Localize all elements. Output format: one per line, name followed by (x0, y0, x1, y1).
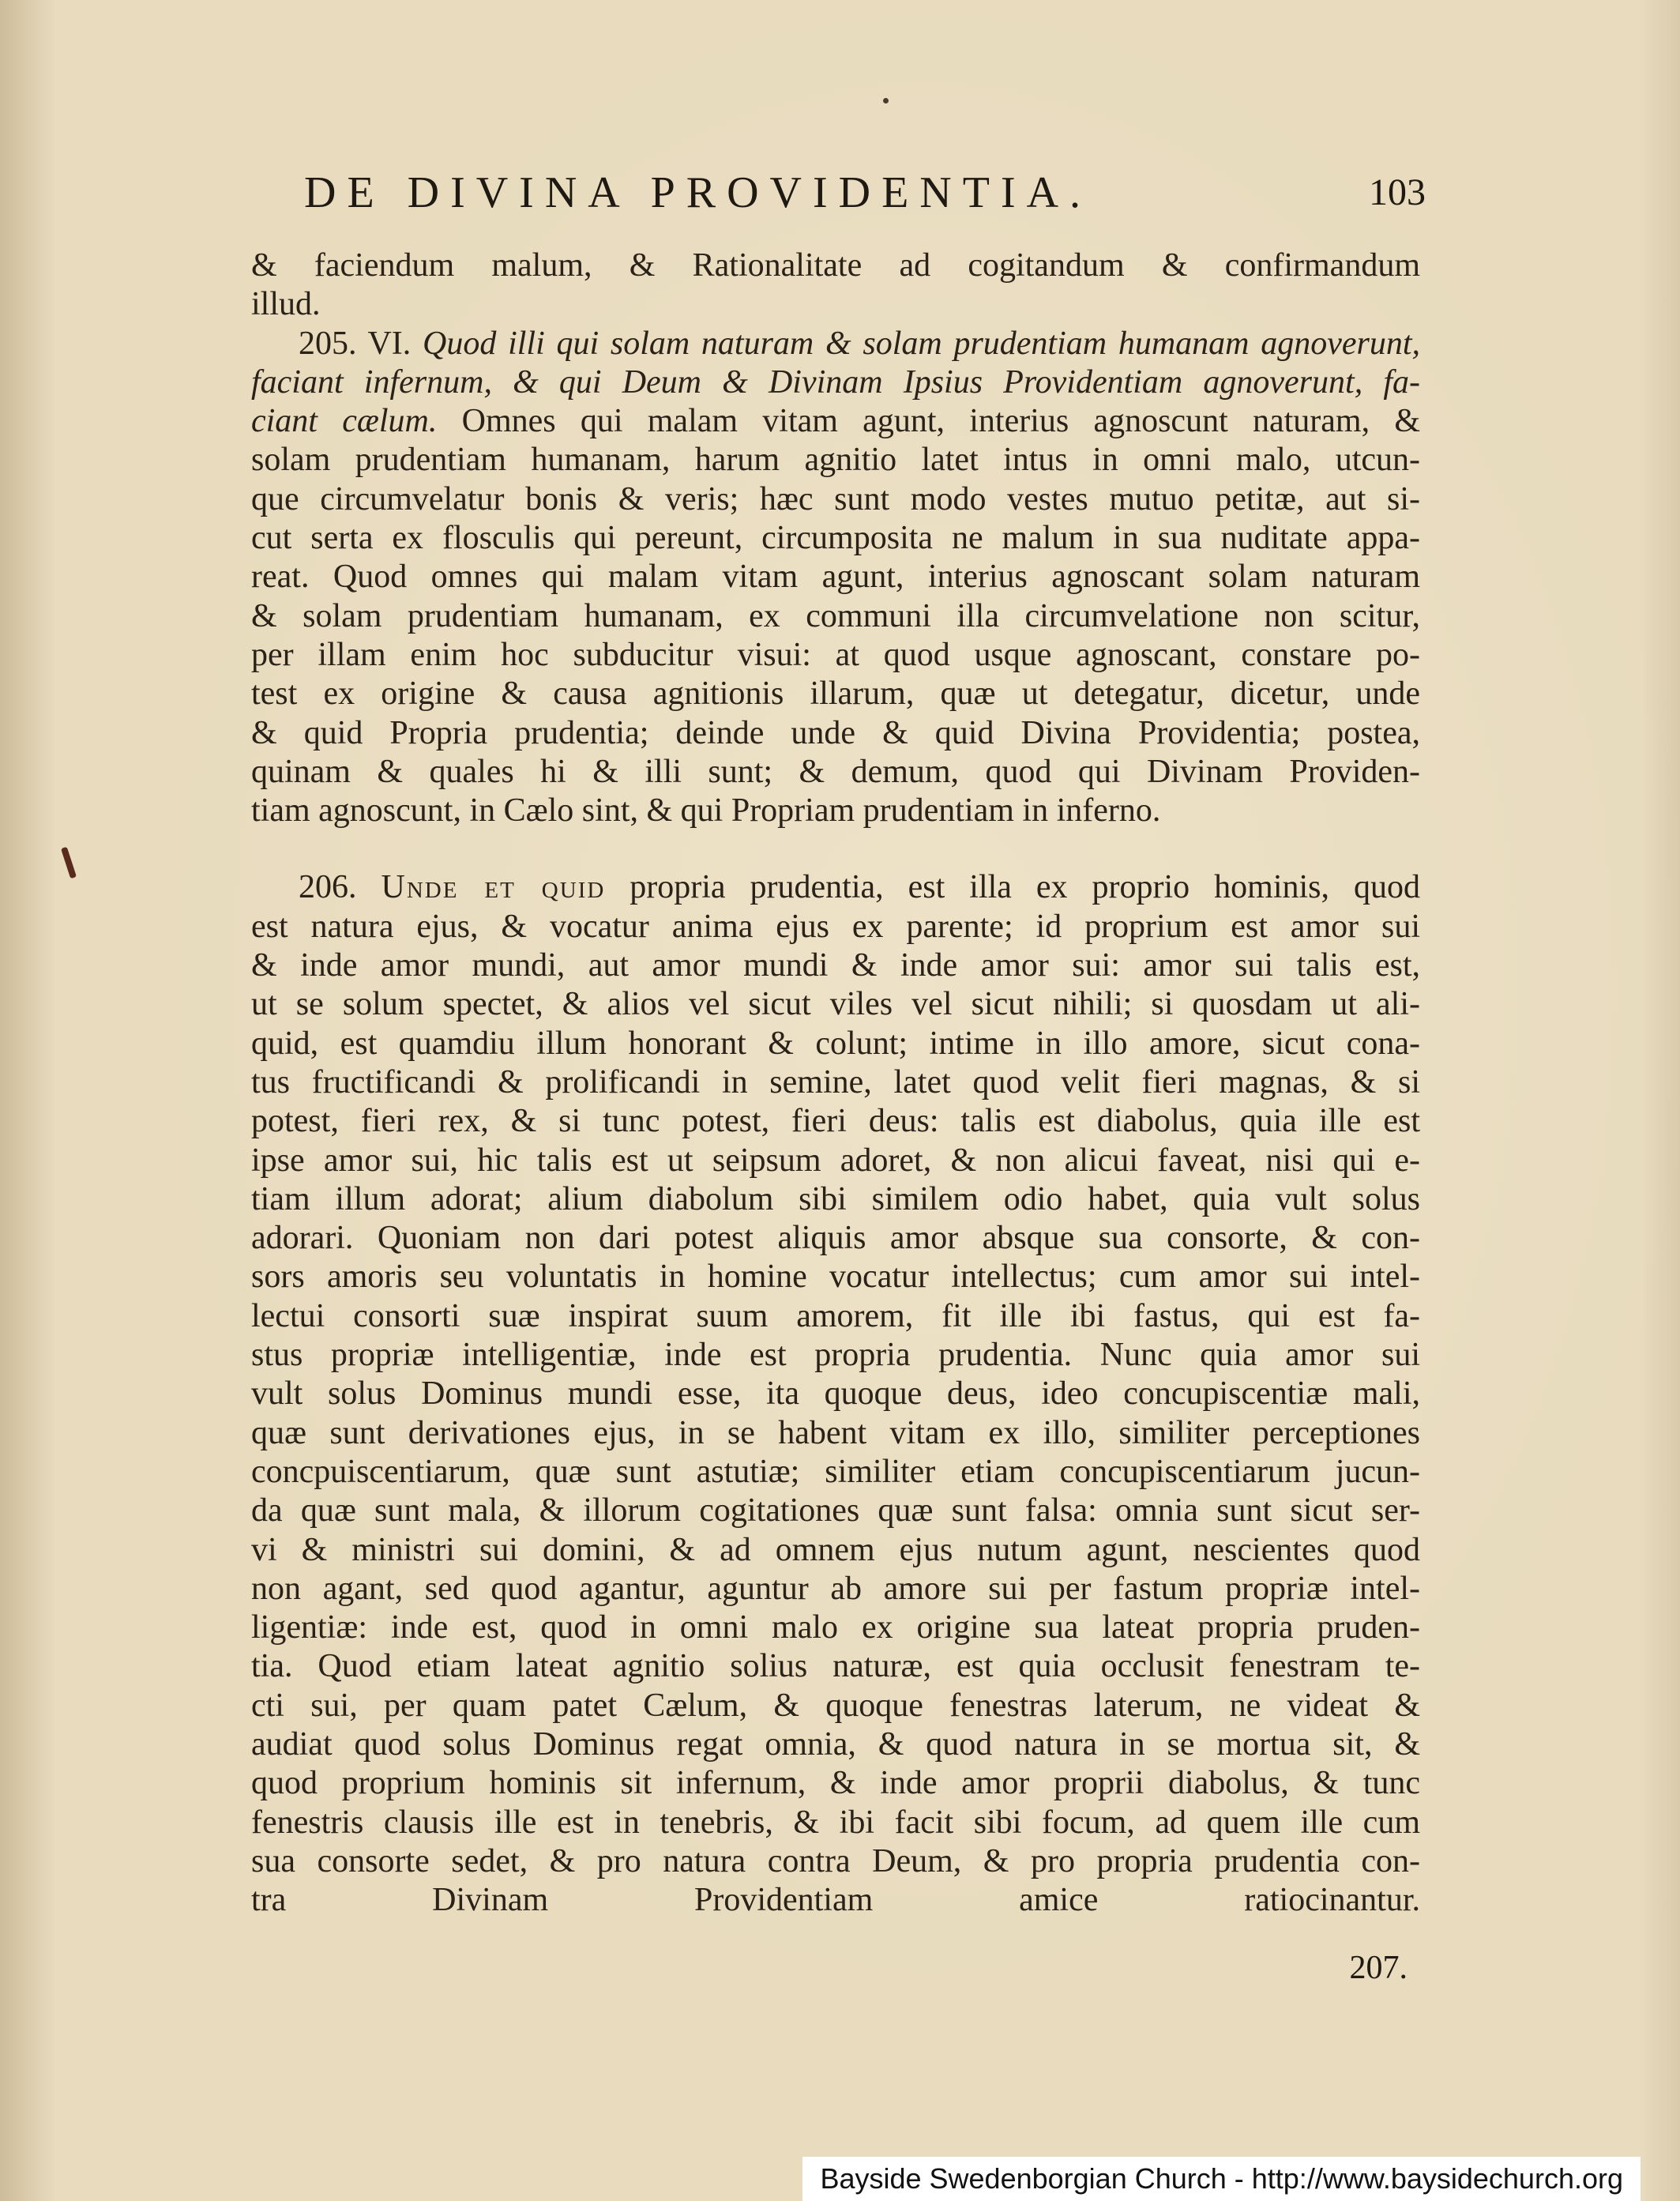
text-line: lectui consorti suæ inspirat suum amorem, fit ille ibi fastus, qui est fa- (251, 1297, 1420, 1334)
running-title: DE DIVINA PROVIDENTIA. (304, 168, 1092, 217)
section-lead: Unde et quid (381, 869, 606, 906)
text-line: sua consorte sedet, & pro natura contra Deum, & pro propria prudentia con- (251, 1842, 1420, 1879)
text-line (251, 1920, 1420, 1958)
text-line: test ex origine & causa agnitionis illarum, quæ ut detegatur, dicetur, unde (251, 675, 1420, 713)
margin-mark (61, 847, 77, 879)
text-line: ut se solum spectet, & alios vel sicut viles vel sicut nihili; si quosdam ut ali- (251, 986, 1420, 1023)
text-line (251, 402, 1420, 441)
text-line: tia. Quod etiam lateat agnitio solius naturæ, est quia occlusit fenestram te- (251, 1648, 1420, 1685)
text-line: est natura ejus, & vocatur anima ejus ex parente; id proprium est amor sui (251, 908, 1420, 945)
section-heading-end: ciant cælum. (251, 403, 438, 440)
ink-speck (883, 98, 889, 103)
text-line: & inde amor mundi, aut amor mundi & inde amor sui: amor sui talis est, (251, 947, 1420, 984)
text-line: tra Divinam Providentiam amice ratiocinantur. (251, 1882, 1420, 1919)
text-line: & solam prudentiam humanam, ex communi illa circumvelatione non scitur, (251, 597, 1420, 634)
text-line: audiat quod solus Dominus regat omnia, & quod natura in se mortua sit, & (251, 1725, 1420, 1763)
text-line: vult solus Dominus mundi esse, ita quoque deus, ideo concupiscentiæ mali, (251, 1375, 1420, 1413)
text-line: sors amoris seu voluntatis in homine vocatur intellectus; cum amor sui intel- (251, 1259, 1420, 1296)
text-line: vi & ministri sui domini, & ad omnem ejus nutum agunt, nescientes quod (251, 1531, 1420, 1568)
text-line: quæ sunt derivationes ejus, in se habent vitam ex illo, similiter perceptiones (251, 1414, 1420, 1451)
paragraph-gap (251, 830, 1420, 868)
text-line: quinam & quales hi & illi sunt; & demum, quod qui Divinam Providen- (251, 753, 1420, 790)
text-line: tus fructificandi & prolificandi in semine, latet quod velit fieri magnas, & si (251, 1063, 1420, 1100)
text-line: quid, est quamdiu illum honorant & colunt; intime in illo amore, sicut cona- (251, 1025, 1420, 1062)
text-line: tiam agnoscunt, in Cælo sint, & qui Propriam prudentiam in inferno. (251, 792, 1161, 830)
text-line: illud. (251, 286, 321, 323)
text-line: ligentiæ: inde est, quod in omni malo ex origine sua lateat propria pruden- (251, 1609, 1420, 1646)
sentence: propria prudentia, est illa ex proprio hominis, quod (630, 869, 1420, 906)
text-line (251, 868, 1420, 907)
text-line: concpuiscentiarum, quæ sunt astutiæ; similiter etiam concupiscentiarum jucun- (251, 1453, 1420, 1490)
text-line: stus propriæ intelligentiæ, inde est propria prudentia. Nunc quia amor sui (251, 1337, 1420, 1374)
text-line (251, 325, 1420, 363)
text-line: quod proprium hominis sit infernum, & inde amor proprii diabolus, & tunc (251, 1765, 1420, 1802)
watermark-caption: Bayside Swedenborgian Church - http://www.baysidechurch.org (802, 2157, 1641, 2201)
text-line: faciant infernum, & qui Deum & Divinam Ipsius Providentiam agnoverunt, fa- (251, 363, 1420, 401)
section-number: 205. VI. (299, 325, 412, 362)
text-line: non agant, sed quod agantur, aguntur ab amore sui per fastum propriæ intel- (251, 1570, 1420, 1607)
body-text (251, 246, 1420, 1998)
text-line: reat. Quod omnes qui malam vitam agunt, interius agnoscant solam naturam (251, 559, 1420, 596)
text-line: que circumvelatur bonis & veris; hæc sunt modo vestes mutuo petitæ, aut si- (251, 480, 1420, 517)
running-head (304, 167, 1426, 223)
section-number: 206. (299, 869, 357, 906)
text-line: da quæ sunt mala, & illorum cogitationes quæ sunt falsa: omnia sunt sicut ser- (251, 1492, 1420, 1529)
text-line: cti sui, per quam patet Cælum, & quoque fenestras laterum, ne videat & (251, 1687, 1420, 1724)
page-number: 103 (1369, 171, 1426, 213)
text-line: per illam enim hoc subducitur visui: at quod usque agnoscant, constare po- (251, 636, 1420, 673)
catchword: 207. (1349, 1950, 1408, 1986)
sentence: Omnes qui malam vitam agunt, interius agnoscunt naturam, & (461, 403, 1420, 440)
text-line: & faciendum malum, & Rationalitate ad cogitandum & confirmandum (251, 247, 1420, 284)
section-heading: Quod illi qui solam naturam & solam prudentiam humanam agnoverunt, (423, 325, 1421, 362)
text-line: cut serta ex flosculis qui pereunt, circumposita ne malum in sua nuditate appa- (251, 520, 1420, 557)
text-line: tiam illum adorat; alium diabolum sibi similem odio habet, quia vult solus (251, 1180, 1420, 1217)
text-line: & quid Propria prudentia; deinde unde & quid Divina Providentia; postea, (251, 714, 1420, 751)
text-line: solam prudentiam humanam, harum agnitio latet intus in omni malo, utcun- (251, 442, 1420, 479)
text-line: potest, fieri rex, & si tunc potest, fieri deus: talis est diabolus, quia ille est (251, 1103, 1420, 1140)
text-line (251, 1959, 1420, 1998)
text-line: adorari. Quoniam non dari potest aliquis amor absque sua consorte, & con- (251, 1220, 1420, 1257)
text-line: fenestris clausis ille est in tenebris, & ibi facit sibi focum, ad quem ille cum (251, 1804, 1420, 1841)
text-line: ipse amor sui, hic talis est ut seipsum adoret, & non alicui faveat, nisi qui e- (251, 1142, 1420, 1179)
